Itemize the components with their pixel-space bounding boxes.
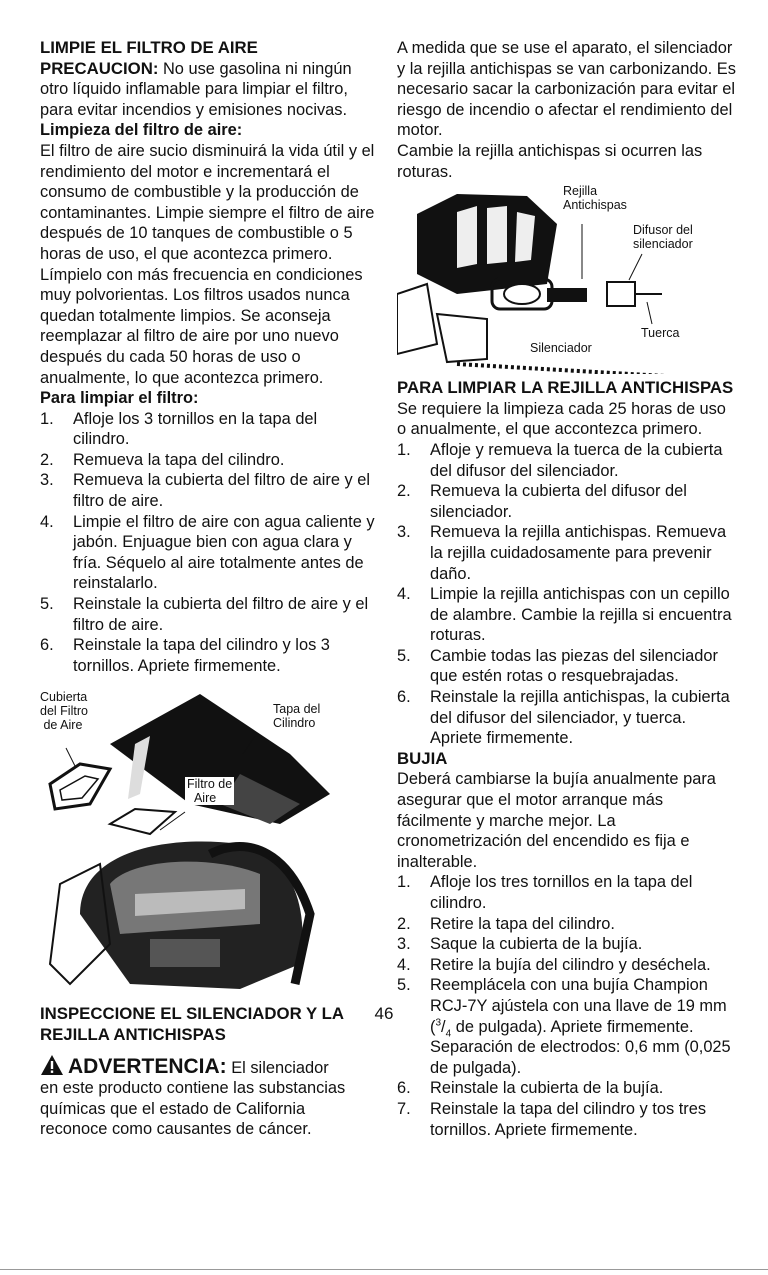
list-item: 1. Afloje los 3 tornillos en la tapa del cilindro. xyxy=(40,409,318,449)
list-item: 4. Retire la bujía del cilindro y deséchela. xyxy=(397,955,711,974)
list-item: 6. Reinstale la tapa del cilindro y los 3 tornillos. Apriete firmemente. xyxy=(40,636,330,675)
right-column xyxy=(397,38,737,1140)
list-item: 7. Reinstale la tapa del cilindro y tos tres tornillos. Apriete firmemente. xyxy=(397,1099,707,1139)
muffler-title: INSPECCIONE EL SILENCIADOR Y LA REJILLA ANTICHISPAS xyxy=(40,1004,344,1044)
list-item: 1. Afloje y remueva la tuerca de la cubierta del difusor del silenciador. xyxy=(397,440,723,480)
air-filter-title: LIMPIE EL FILTRO DE AIRE xyxy=(40,38,258,57)
figure-label-diffuser: Difusor del silenciador xyxy=(633,223,693,252)
figure-label-spark-screen: Rejilla Antichispas xyxy=(563,184,627,213)
caution-paragraph xyxy=(40,59,375,121)
air-filter-figure xyxy=(40,684,340,994)
cleaning-heading: Limpieza del filtro de aire: xyxy=(40,121,243,140)
figure-label-filter: Filtro de Aire xyxy=(187,777,233,806)
list-item: 3. Remueva la cubierta del filtro de aire y el filtro de aire. xyxy=(40,471,371,511)
list-item: 6. Reinstale la rejilla antichispas, la cubierta del difusor del silenciador, y tuerca. Apriete firmemente. xyxy=(397,688,730,748)
list-item: 6. Reinstale la cubierta de la bujía. xyxy=(397,1079,664,1098)
list-item: 2. Remueva la tapa del cilindro. xyxy=(40,450,285,469)
figure-label-nut: Tuerca xyxy=(641,326,680,341)
air-filter-steps xyxy=(40,409,375,677)
muffler-intro: A medida que se use el aparato, el silenciador y la rejilla antichispas se van carbonizando. Es necesario sacar la carbonización para evitar el riesgo de incendio o afectar el rendimiento del motor. xyxy=(397,39,736,140)
spark-screen-title: PARA LIMPIAR LA REJILLA ANTICHISPAS xyxy=(397,378,734,398)
bottom-divider xyxy=(0,1269,768,1270)
page-number: 46 xyxy=(374,1004,394,1023)
warning-label: ADVERTENCIA: xyxy=(68,1054,227,1078)
list-item: 3. Remueva la rejilla antichispas. Remueva la rejilla cuidadosamente para prevenir daño. xyxy=(397,523,727,583)
list-item: 4. Limpie la rejilla antichispas con un cepillo de alambre. Cambie la rejilla si encuentra roturas. xyxy=(397,585,732,645)
spark-plug-intro: Deberá cambiarse la bujía anualmente para asegurar que el motor arranque más fácilmente y marche mejor. La cronometrización del encendido es fija e inalterable. xyxy=(397,770,716,871)
list-item: 2. Remueva la cubierta del difusor del silenciador. xyxy=(397,482,687,521)
list-item: 5. Cambie todas las piezas del silenciador que estén rotas o resquebrajadas. xyxy=(397,646,718,686)
left-column xyxy=(40,38,375,1140)
list-item: 4. Limpie el filtro de aire con agua caliente y jabón. Enjuague bien con agua clara y fría. Séquelo al aire totalmente antes de reinstalarlo. xyxy=(40,512,375,593)
caution-label: PRECAUCION: xyxy=(40,58,159,78)
caution-text: No use gasolina ni ningún otro líquido inflamable para limpiar el filtro, para evitar incendios y emisiones nocivas. xyxy=(40,59,352,119)
warning-triangle-icon xyxy=(40,1054,64,1076)
list-item: 5. Reinstale la cubierta del filtro de aire y el filtro de aire. xyxy=(40,595,369,634)
replace-screen-text: Cambie la rejilla antichispas si ocurren las roturas. xyxy=(397,141,703,181)
cleaning-text: El filtro de aire sucio disminuirá la vida útil y el rendimiento del motor e incrementará el consumo de combustible y la producción de contaminantes. Limpie siempre el filtro de aire después de 10 tanques de combustible o 5 horas de uso, el que acontezca primero. Límpielo con más frecuencia en condiciones muy polvorientas. Los filtros usados nunca quedan totalmente limpios. Se aconseja reemplazar al filtro de aire por uno nuevo después du cada 50 horas de uso o anualmente, lo que acontezca primero. xyxy=(40,141,375,387)
spark-screen-intro: Se requiere la limpieza cada 25 horas de uso o anualmente, el que accontezca primero. xyxy=(397,399,726,439)
spark-screen-steps xyxy=(397,440,737,749)
figure-label-muffler: Silenciador xyxy=(530,341,592,356)
spark-plug-title: BUJIA xyxy=(397,748,448,768)
warning-first: El silenciador xyxy=(226,1058,329,1077)
list-item: 1. Afloje los tres tornillos en la tapa del cilindro. xyxy=(397,873,693,912)
warning-text: en este producto contiene las substancias químicas que el estado de California reconoce como causantes de cáncer. xyxy=(40,1079,346,1139)
list-item: 5. Reemplácela con una bujía Champion RCJ-7Y ajústela con una llave de 19 mm ($^3/_4$ de pulgada). Apriete firmemente. Separación de electrodos: 0,6 mm (0,025 de pulgada). xyxy=(397,976,731,1077)
list-item: 2. Retire la tapa del cilindro. xyxy=(397,914,615,933)
muffler-figure xyxy=(397,184,727,374)
figure-label-cylinder-cap: Tapa del Cilindro xyxy=(273,702,321,731)
figure-label-cover: Cubierta del Filtro de Aire xyxy=(40,690,88,733)
steps-heading: Para limpiar el filtro: xyxy=(40,389,199,408)
warning-line xyxy=(40,1054,375,1079)
list-item: 3. Saque la cubierta de la bujía. xyxy=(397,935,643,954)
